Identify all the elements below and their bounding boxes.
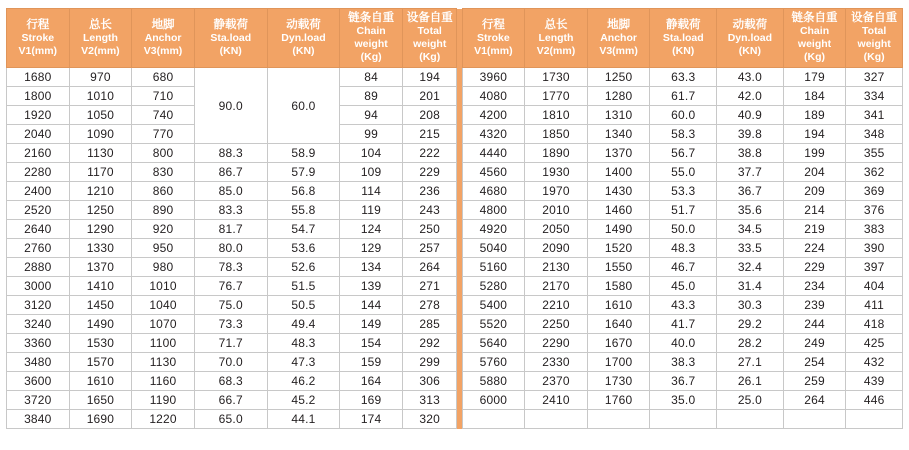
- cell-chain-weight-left: 84: [340, 68, 403, 87]
- cell-length-right: [525, 410, 588, 429]
- cell-chain-weight-right: 209: [783, 182, 846, 201]
- table-row: [7, 296, 903, 315]
- cell-static-load-left: 80.0: [194, 239, 267, 258]
- cell-static-load-right: 56.7: [650, 144, 717, 163]
- cell-static-load-left: 81.7: [194, 220, 267, 239]
- cell-stroke-left: 3840: [7, 410, 70, 429]
- cell-chain-weight-right: 224: [783, 239, 846, 258]
- cell-dynamic-load-left: 54.7: [267, 220, 340, 239]
- cell-total-weight-left: 313: [402, 391, 457, 410]
- cell-total-weight-right: 341: [846, 106, 903, 125]
- cell-total-weight-right: 327: [846, 68, 903, 87]
- cell-static-load-left: 73.3: [194, 315, 267, 334]
- cell-anchor-right: 1640: [587, 315, 650, 334]
- table-row: [7, 258, 903, 277]
- cell-length-right: 2210: [525, 296, 588, 315]
- cell-chain-weight-left: 114: [340, 182, 403, 201]
- cell-length-left: 1490: [69, 315, 132, 334]
- cell-chain-weight-right: 239: [783, 296, 846, 315]
- cell-static-load-right: 58.3: [650, 125, 717, 144]
- header-row: [7, 9, 903, 68]
- cell-total-weight-right: 355: [846, 144, 903, 163]
- cell-dynamic-load-right: 30.3: [717, 296, 784, 315]
- cell-total-weight-left: 285: [402, 315, 457, 334]
- header-dynamic-load-left: 动载荷 Dyn.load (KN): [267, 9, 340, 68]
- cell-anchor-left: 1190: [132, 391, 195, 410]
- cell-total-weight-left: 278: [402, 296, 457, 315]
- cell-static-load-right: 46.7: [650, 258, 717, 277]
- cell-dynamic-load-left: 49.4: [267, 315, 340, 334]
- table-row: [7, 315, 903, 334]
- cell-length-left: 1210: [69, 182, 132, 201]
- table-body: [7, 68, 903, 429]
- cell-length-right: 2290: [525, 334, 588, 353]
- table-row: [7, 391, 903, 410]
- cell-chain-weight-left: 109: [340, 163, 403, 182]
- cell-static-load-right: 51.7: [650, 201, 717, 220]
- cell-length-right: 1930: [525, 163, 588, 182]
- cell-stroke-left: 3000: [7, 277, 70, 296]
- table-row: [7, 239, 903, 258]
- cell-static-load-left: 76.7: [194, 277, 267, 296]
- cell-length-left: 1650: [69, 391, 132, 410]
- cell-stroke-right: 4920: [462, 220, 525, 239]
- cell-anchor-left: 1040: [132, 296, 195, 315]
- cell-chain-weight-left: 94: [340, 106, 403, 125]
- cell-stroke-right: 5400: [462, 296, 525, 315]
- table-row: [7, 182, 903, 201]
- cell-dynamic-load-right: 33.5: [717, 239, 784, 258]
- cell-anchor-right: 1700: [587, 353, 650, 372]
- cell-stroke-left: 2280: [7, 163, 70, 182]
- cell-length-right: 2330: [525, 353, 588, 372]
- cell-length-left: 1050: [69, 106, 132, 125]
- table-row: [7, 144, 903, 163]
- header-stroke-right: 行程 Stroke V1(mm): [462, 9, 525, 68]
- cell-total-weight-right: 383: [846, 220, 903, 239]
- cell-static-load-left: 75.0: [194, 296, 267, 315]
- cell-anchor-left: 980: [132, 258, 195, 277]
- cell-total-weight-left: 299: [402, 353, 457, 372]
- cell-total-weight-right: 362: [846, 163, 903, 182]
- cell-length-right: 1970: [525, 182, 588, 201]
- cell-total-weight-left: 229: [402, 163, 457, 182]
- table-row: [7, 353, 903, 372]
- cell-length-right: 1890: [525, 144, 588, 163]
- cell-static-load-right: 35.0: [650, 391, 717, 410]
- cell-stroke-right: 4320: [462, 125, 525, 144]
- cell-dynamic-load-right: 32.4: [717, 258, 784, 277]
- cell-total-weight-left: 320: [402, 410, 457, 429]
- cell-dynamic-load-right: 29.2: [717, 315, 784, 334]
- header-total-weight-left: 设备自重 Total weight (Kg): [402, 9, 457, 68]
- cell-static-load-left: 66.7: [194, 391, 267, 410]
- cell-dynamic-load-merged-left: 60.0: [267, 68, 340, 144]
- header-static-load-right: 静载荷 Sta.load (KN): [650, 9, 717, 68]
- cell-anchor-right: 1580: [587, 277, 650, 296]
- cell-stroke-right: 5880: [462, 372, 525, 391]
- cell-chain-weight-right: 259: [783, 372, 846, 391]
- cell-dynamic-load-left: 58.9: [267, 144, 340, 163]
- cell-stroke-right: 6000: [462, 391, 525, 410]
- cell-length-right: 2130: [525, 258, 588, 277]
- cell-dynamic-load-right: 31.4: [717, 277, 784, 296]
- cell-chain-weight-left: 99: [340, 125, 403, 144]
- cell-anchor-right: 1280: [587, 87, 650, 106]
- cell-static-load-left: 71.7: [194, 334, 267, 353]
- cell-anchor-right: 1310: [587, 106, 650, 125]
- table-row: [7, 334, 903, 353]
- cell-dynamic-load-right: 43.0: [717, 68, 784, 87]
- cell-length-left: 1290: [69, 220, 132, 239]
- cell-static-load-right: 53.3: [650, 182, 717, 201]
- cell-length-right: 2250: [525, 315, 588, 334]
- cell-static-load-right: 36.7: [650, 372, 717, 391]
- table-row: [7, 410, 903, 429]
- cell-total-weight-left: 250: [402, 220, 457, 239]
- cell-static-load-left: 78.3: [194, 258, 267, 277]
- cell-anchor-right: 1460: [587, 201, 650, 220]
- header-total-weight-right: 设备自重 Total weight (Kg): [846, 9, 903, 68]
- cell-anchor-left: 710: [132, 87, 195, 106]
- cell-anchor-right: 1730: [587, 372, 650, 391]
- cell-stroke-right: 5640: [462, 334, 525, 353]
- cell-total-weight-left: 292: [402, 334, 457, 353]
- cell-dynamic-load-left: 56.8: [267, 182, 340, 201]
- cell-stroke-left: 3480: [7, 353, 70, 372]
- cell-total-weight-left: 208: [402, 106, 457, 125]
- cell-total-weight-left: 194: [402, 68, 457, 87]
- cell-stroke-right: 3960: [462, 68, 525, 87]
- cell-total-weight-right: 397: [846, 258, 903, 277]
- cell-total-weight-left: 271: [402, 277, 457, 296]
- cell-stroke-right: [462, 410, 525, 429]
- cell-total-weight-right: 446: [846, 391, 903, 410]
- header-static-load-left: 静载荷 Sta.load (KN): [194, 9, 267, 68]
- cell-anchor-right: 1670: [587, 334, 650, 353]
- cell-stroke-right: 4800: [462, 201, 525, 220]
- cell-stroke-left: 2880: [7, 258, 70, 277]
- cell-dynamic-load-left: 48.3: [267, 334, 340, 353]
- cell-anchor-right: 1490: [587, 220, 650, 239]
- cell-length-right: 2410: [525, 391, 588, 410]
- cell-total-weight-right: 411: [846, 296, 903, 315]
- cell-chain-weight-right: 214: [783, 201, 846, 220]
- cell-total-weight-left: 264: [402, 258, 457, 277]
- table-row: [7, 87, 903, 106]
- cell-static-load-left: 85.0: [194, 182, 267, 201]
- cell-length-right: 2050: [525, 220, 588, 239]
- table-row: [7, 163, 903, 182]
- cell-dynamic-load-right: 38.8: [717, 144, 784, 163]
- cell-total-weight-left: 201: [402, 87, 457, 106]
- cell-total-weight-right: 369: [846, 182, 903, 201]
- table-row: [7, 372, 903, 391]
- cell-total-weight-left: 243: [402, 201, 457, 220]
- cell-static-load-right: 40.0: [650, 334, 717, 353]
- cell-total-weight-right: 418: [846, 315, 903, 334]
- cell-length-right: 2010: [525, 201, 588, 220]
- cell-static-load-right: 63.3: [650, 68, 717, 87]
- cell-chain-weight-left: 174: [340, 410, 403, 429]
- cell-anchor-right: [587, 410, 650, 429]
- cell-static-load-left: 68.3: [194, 372, 267, 391]
- cell-stroke-right: 4560: [462, 163, 525, 182]
- cell-chain-weight-right: 244: [783, 315, 846, 334]
- cell-stroke-right: 5160: [462, 258, 525, 277]
- cell-stroke-left: 2160: [7, 144, 70, 163]
- cell-total-weight-right: 425: [846, 334, 903, 353]
- cell-stroke-left: 3240: [7, 315, 70, 334]
- cell-total-weight-right: 432: [846, 353, 903, 372]
- cell-static-load-left: 70.0: [194, 353, 267, 372]
- cell-total-weight-right: 334: [846, 87, 903, 106]
- cell-dynamic-load-right: 28.2: [717, 334, 784, 353]
- cell-dynamic-load-right: 39.8: [717, 125, 784, 144]
- table-row: [7, 106, 903, 125]
- cell-static-load-right: 60.0: [650, 106, 717, 125]
- cell-length-left: 1570: [69, 353, 132, 372]
- cell-length-left: 1250: [69, 201, 132, 220]
- cell-dynamic-load-left: 45.2: [267, 391, 340, 410]
- cell-anchor-left: 1160: [132, 372, 195, 391]
- cell-static-load-left: 65.0: [194, 410, 267, 429]
- cell-stroke-left: 3360: [7, 334, 70, 353]
- cell-anchor-right: 1550: [587, 258, 650, 277]
- cell-anchor-left: 1220: [132, 410, 195, 429]
- cell-chain-weight-right: 249: [783, 334, 846, 353]
- cell-static-load-left: 88.3: [194, 144, 267, 163]
- cell-chain-weight-right: 184: [783, 87, 846, 106]
- cell-length-left: 1330: [69, 239, 132, 258]
- cell-stroke-left: 3720: [7, 391, 70, 410]
- cell-static-load-right: 48.3: [650, 239, 717, 258]
- cell-anchor-left: 740: [132, 106, 195, 125]
- table-row: [7, 125, 903, 144]
- cell-dynamic-load-right: 25.0: [717, 391, 784, 410]
- cell-stroke-right: 4200: [462, 106, 525, 125]
- cell-anchor-right: 1400: [587, 163, 650, 182]
- table-row: [7, 220, 903, 239]
- cell-chain-weight-left: 154: [340, 334, 403, 353]
- cell-total-weight-right: 348: [846, 125, 903, 144]
- cell-length-left: 1530: [69, 334, 132, 353]
- cell-dynamic-load-left: 47.3: [267, 353, 340, 372]
- cell-stroke-left: 1920: [7, 106, 70, 125]
- cell-length-left: 1410: [69, 277, 132, 296]
- cell-chain-weight-left: 169: [340, 391, 403, 410]
- cell-length-left: 1010: [69, 87, 132, 106]
- cell-anchor-left: 680: [132, 68, 195, 87]
- cell-length-right: 2370: [525, 372, 588, 391]
- cell-static-load-merged-left: 90.0: [194, 68, 267, 144]
- cell-total-weight-right: 439: [846, 372, 903, 391]
- cell-anchor-left: 770: [132, 125, 195, 144]
- cell-static-load-left: 83.3: [194, 201, 267, 220]
- cell-total-weight-right: [846, 410, 903, 429]
- cell-stroke-right: 4680: [462, 182, 525, 201]
- table-header: [7, 9, 903, 68]
- cell-total-weight-left: 257: [402, 239, 457, 258]
- cell-length-left: 1130: [69, 144, 132, 163]
- cell-anchor-right: 1430: [587, 182, 650, 201]
- cell-stroke-left: 3600: [7, 372, 70, 391]
- cell-dynamic-load-right: 27.1: [717, 353, 784, 372]
- cell-stroke-left: 2400: [7, 182, 70, 201]
- cell-dynamic-load-right: 34.5: [717, 220, 784, 239]
- cell-length-right: 2090: [525, 239, 588, 258]
- cell-dynamic-load-left: 55.8: [267, 201, 340, 220]
- cell-stroke-right: 5040: [462, 239, 525, 258]
- cell-stroke-right: 5520: [462, 315, 525, 334]
- cell-dynamic-load-left: 57.9: [267, 163, 340, 182]
- header-chain-weight-right: 链条自重 Chain weight (Kg): [783, 9, 846, 68]
- cell-dynamic-load-right: [717, 410, 784, 429]
- cell-static-load-right: 41.7: [650, 315, 717, 334]
- cell-anchor-right: 1340: [587, 125, 650, 144]
- cell-total-weight-right: 376: [846, 201, 903, 220]
- cell-chain-weight-right: 194: [783, 125, 846, 144]
- cell-dynamic-load-left: 51.5: [267, 277, 340, 296]
- cell-anchor-left: 800: [132, 144, 195, 163]
- cell-static-load-left: 86.7: [194, 163, 267, 182]
- cell-chain-weight-left: 124: [340, 220, 403, 239]
- cell-chain-weight-right: 219: [783, 220, 846, 239]
- cell-dynamic-load-left: 46.2: [267, 372, 340, 391]
- cell-length-left: 1370: [69, 258, 132, 277]
- cell-length-left: 970: [69, 68, 132, 87]
- cell-stroke-left: 2640: [7, 220, 70, 239]
- header-length-left: 总长 Length V2(mm): [69, 9, 132, 68]
- cell-anchor-right: 1250: [587, 68, 650, 87]
- cell-dynamic-load-right: 40.9: [717, 106, 784, 125]
- cell-anchor-right: 1370: [587, 144, 650, 163]
- header-chain-weight-left: 链条自重 Chain weight (Kg): [340, 9, 403, 68]
- cell-anchor-left: 1070: [132, 315, 195, 334]
- cell-total-weight-left: 222: [402, 144, 457, 163]
- specification-table: [6, 8, 903, 429]
- cell-dynamic-load-right: 35.6: [717, 201, 784, 220]
- cell-chain-weight-left: 144: [340, 296, 403, 315]
- cell-static-load-right: 55.0: [650, 163, 717, 182]
- cell-dynamic-load-right: 37.7: [717, 163, 784, 182]
- header-stroke-left: 行程 Stroke V1(mm): [7, 9, 70, 68]
- cell-static-load-right: [650, 410, 717, 429]
- cell-chain-weight-left: 164: [340, 372, 403, 391]
- cell-static-load-right: 61.7: [650, 87, 717, 106]
- cell-chain-weight-right: 229: [783, 258, 846, 277]
- cell-chain-weight-right: 264: [783, 391, 846, 410]
- cell-length-right: 1850: [525, 125, 588, 144]
- header-dynamic-load-right: 动载荷 Dyn.load (KN): [717, 9, 784, 68]
- cell-stroke-left: 1680: [7, 68, 70, 87]
- cell-static-load-right: 50.0: [650, 220, 717, 239]
- cell-chain-weight-right: 179: [783, 68, 846, 87]
- cell-length-left: 1090: [69, 125, 132, 144]
- cell-anchor-left: 860: [132, 182, 195, 201]
- cell-stroke-left: 2760: [7, 239, 70, 258]
- cell-length-left: 1690: [69, 410, 132, 429]
- cell-chain-weight-right: 234: [783, 277, 846, 296]
- cell-stroke-right: 5280: [462, 277, 525, 296]
- cell-chain-weight-left: 104: [340, 144, 403, 163]
- cell-stroke-left: 1800: [7, 87, 70, 106]
- cell-anchor-left: 1010: [132, 277, 195, 296]
- cell-chain-weight-left: 149: [340, 315, 403, 334]
- cell-chain-weight-left: 89: [340, 87, 403, 106]
- cell-total-weight-right: 390: [846, 239, 903, 258]
- cell-stroke-right: 5760: [462, 353, 525, 372]
- cell-stroke-right: 4080: [462, 87, 525, 106]
- cell-anchor-right: 1520: [587, 239, 650, 258]
- cell-anchor-right: 1610: [587, 296, 650, 315]
- table-row: [7, 201, 903, 220]
- header-length-right: 总长 Length V2(mm): [525, 9, 588, 68]
- cell-total-weight-right: 404: [846, 277, 903, 296]
- cell-length-right: 1730: [525, 68, 588, 87]
- cell-anchor-left: 830: [132, 163, 195, 182]
- cell-total-weight-left: 215: [402, 125, 457, 144]
- cell-total-weight-left: 306: [402, 372, 457, 391]
- cell-dynamic-load-left: 50.5: [267, 296, 340, 315]
- cell-anchor-left: 890: [132, 201, 195, 220]
- cell-chain-weight-left: 129: [340, 239, 403, 258]
- cell-dynamic-load-right: 26.1: [717, 372, 784, 391]
- cell-stroke-left: 3120: [7, 296, 70, 315]
- cell-dynamic-load-left: 44.1: [267, 410, 340, 429]
- cell-chain-weight-left: 159: [340, 353, 403, 372]
- cell-length-right: 1810: [525, 106, 588, 125]
- cell-chain-weight-left: 119: [340, 201, 403, 220]
- cell-stroke-right: 4440: [462, 144, 525, 163]
- cell-chain-weight-right: 204: [783, 163, 846, 182]
- cell-length-right: 1770: [525, 87, 588, 106]
- cell-anchor-left: 1100: [132, 334, 195, 353]
- cell-length-right: 2170: [525, 277, 588, 296]
- cell-length-left: 1170: [69, 163, 132, 182]
- cell-length-left: 1450: [69, 296, 132, 315]
- cell-static-load-right: 38.3: [650, 353, 717, 372]
- cell-chain-weight-right: 189: [783, 106, 846, 125]
- cell-stroke-left: 2520: [7, 201, 70, 220]
- cell-dynamic-load-right: 36.7: [717, 182, 784, 201]
- cell-chain-weight-right: 254: [783, 353, 846, 372]
- header-anchor-right: 地脚 Anchor V3(mm): [587, 9, 650, 68]
- cell-chain-weight-right: [783, 410, 846, 429]
- table-row: [7, 277, 903, 296]
- cell-stroke-left: 2040: [7, 125, 70, 144]
- cell-dynamic-load-right: 42.0: [717, 87, 784, 106]
- cell-anchor-left: 1130: [132, 353, 195, 372]
- cell-total-weight-left: 236: [402, 182, 457, 201]
- cell-anchor-left: 950: [132, 239, 195, 258]
- cell-dynamic-load-left: 52.6: [267, 258, 340, 277]
- header-anchor-left: 地脚 Anchor V3(mm): [132, 9, 195, 68]
- table-row: [7, 68, 903, 87]
- cell-static-load-right: 45.0: [650, 277, 717, 296]
- cell-chain-weight-right: 199: [783, 144, 846, 163]
- cell-dynamic-load-left: 53.6: [267, 239, 340, 258]
- cell-length-left: 1610: [69, 372, 132, 391]
- cell-chain-weight-left: 134: [340, 258, 403, 277]
- cell-anchor-left: 920: [132, 220, 195, 239]
- cell-anchor-right: 1760: [587, 391, 650, 410]
- cell-static-load-right: 43.3: [650, 296, 717, 315]
- cell-chain-weight-left: 139: [340, 277, 403, 296]
